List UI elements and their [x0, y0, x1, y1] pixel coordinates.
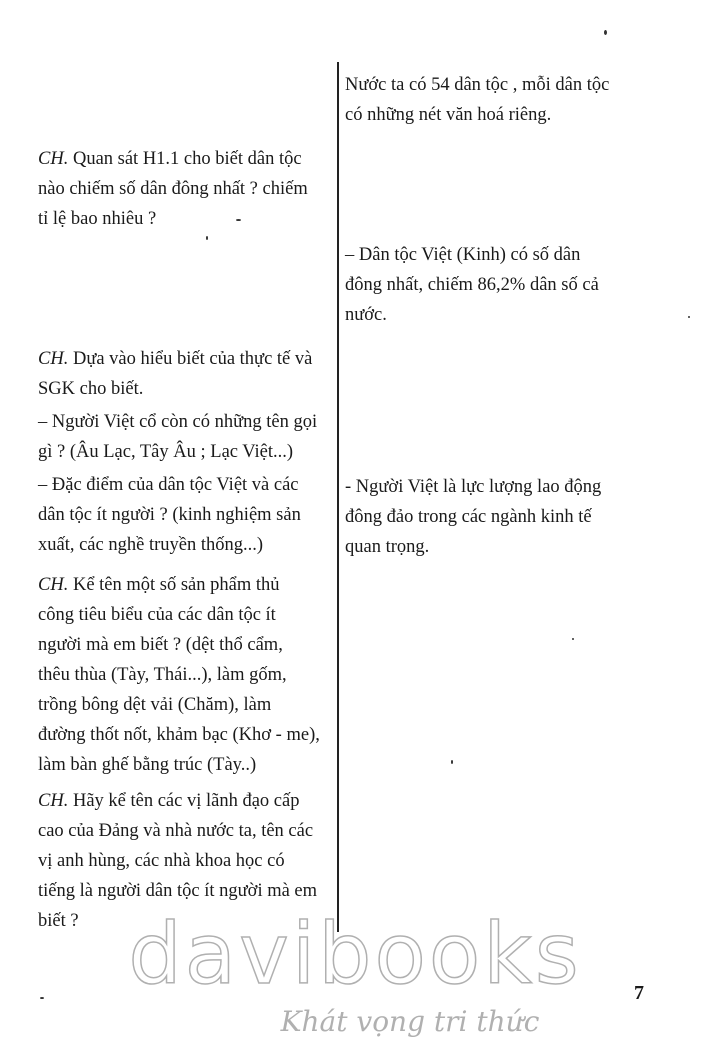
scan-speck	[572, 638, 574, 640]
watermark-brand: davibooks	[128, 905, 582, 1003]
scan-speck	[206, 236, 208, 240]
question-prefix: CH.	[38, 349, 69, 369]
question-text: Quan sát H1.1 cho biết dân tộc nào chiếm số dân đông nhất ? chiếm tỉ lệ bao nhiêu ?	[38, 149, 308, 229]
question-text: Dựa vào hiểu biết của thực tế và SGK cho biết.	[38, 349, 313, 399]
question-prefix: CH.	[38, 149, 69, 169]
scan-speck	[451, 760, 453, 764]
question-largest-ethnic-group	[38, 144, 338, 234]
answer-kinh-majority: – Dân tộc Việt (Kinh) có số dân đông nhất, chiếm 86,2% dân số cả nước.	[345, 245, 599, 325]
question-handicrafts	[38, 570, 338, 780]
question-text: Kể tên một số sản phẩm thủ công tiêu biểu của các dân tộc ít người mà em biết ? (dệt thổ cẩm, thêu thùa (Tày, Thái...), làm gốm, trồng bông dệt vải (Chăm), làm đường thốt nốt, khảm bạc (Khơ - me), làm bàn ghế bằng trúc (Tày..)	[38, 575, 320, 775]
scan-speck	[236, 219, 241, 221]
scan-speck	[688, 316, 690, 318]
question-item-ancient-names: – Người Việt cổ còn có những tên gọi gì ? (Âu Lạc, Tây Âu ; Lạc Việt...)	[38, 412, 318, 462]
scan-speck	[604, 30, 607, 35]
question-prefix: CH.	[38, 575, 69, 595]
page-number: 7	[634, 982, 644, 1004]
question-prefix: CH.	[38, 791, 69, 811]
watermark-tagline: Khát vọng tri thức	[280, 1005, 540, 1038]
scan-speck	[40, 997, 44, 999]
question-item-characteristics: – Đặc điểm của dân tộc Việt và các dân tộc ít người ? (kinh nghiệm sản xuất, các nghề truyền thống...)	[38, 475, 301, 555]
question-text: Hãy kể tên các vị lãnh đạo cấp cao của Đảng và nhà nước ta, tên các vị anh hùng, các nhà khoa học có tiếng là người dân tộc ít người mà em biết ?	[38, 791, 318, 931]
question-viet-characteristics	[38, 344, 338, 404]
answer-viet-labor-force: - Người Việt là lực lượng lao động đông đảo trong các ngành kinh tế quan trọng.	[345, 477, 602, 557]
answer-ethnic-count: Nước ta có 54 dân tộc , mỗi dân tộc có những nét văn hoá riêng.	[345, 75, 610, 125]
